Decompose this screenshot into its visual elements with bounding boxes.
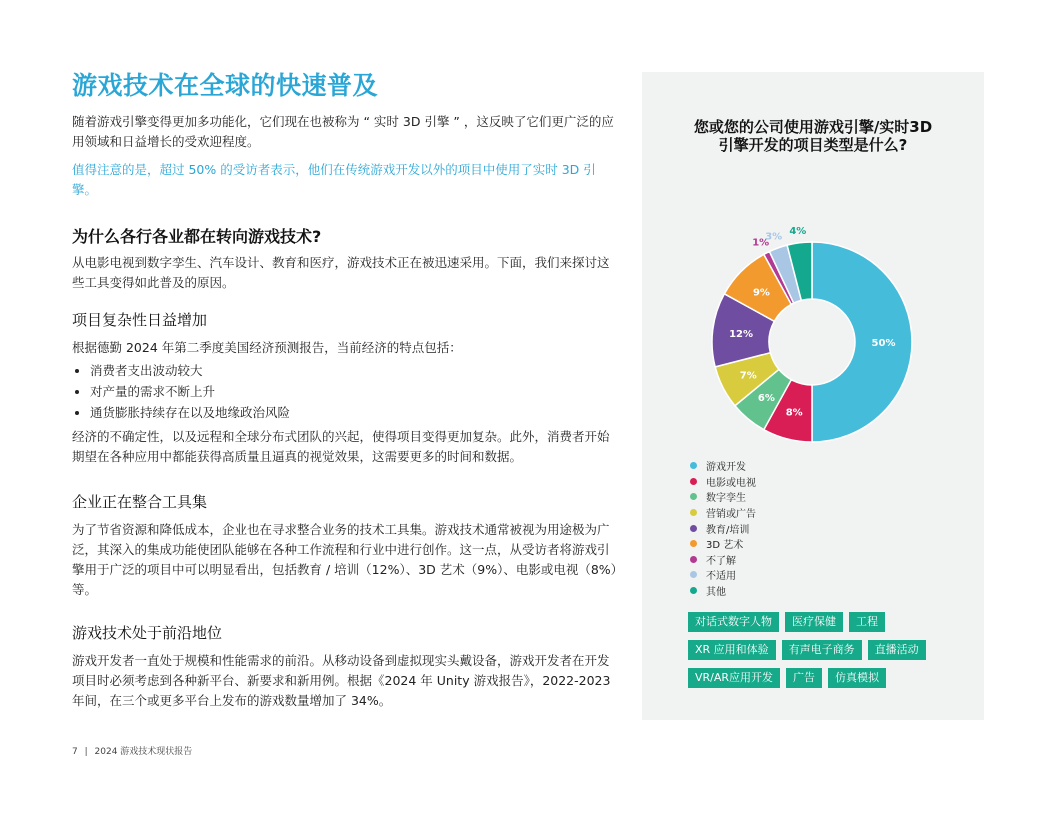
highlight-paragraph: 值得注意的是，超过 50% 的受访者表示，他们在传统游戏开发以外的项目中使用了实时 3D 引擎。: [72, 162, 596, 197]
intro-paragraph: 随着游戏引擎变得更加多功能化，它们现在也被称为 “ 实时 3D 引擎 ” ，这反映了它们更广泛的应用领域和日益增长的受欢迎程度。: [72, 114, 614, 149]
slice-label: 3%: [765, 231, 783, 243]
legend-item: [690, 536, 756, 552]
slice-label: 9%: [752, 287, 770, 299]
page-title: 游戏技术在全球的快速普及: [72, 71, 379, 100]
slice-label: 12%: [729, 329, 754, 341]
legend-swatch: [690, 587, 697, 594]
tag-row: [688, 640, 978, 660]
bullet-item: • 消费者支出波动较大: [90, 360, 620, 381]
page-footer: [72, 744, 192, 757]
legend-label: 3D 艺术: [706, 540, 744, 552]
tag-row: [688, 612, 978, 632]
report-name: 2024 游戏技术现状报告: [94, 747, 193, 757]
chart-title: [642, 118, 984, 154]
legend-swatch: [690, 556, 697, 563]
legend-swatch: [690, 525, 697, 532]
legend-label: 不了解: [706, 555, 736, 567]
legend-label: 数字孪生: [706, 493, 746, 505]
tag: 广告: [786, 668, 822, 688]
legend-item: [690, 458, 756, 474]
legend-item: [690, 489, 756, 505]
section-heading-frontier: 游戏技术处于前沿地位: [72, 624, 223, 642]
section-heading-toolset: 企业正在整合工具集: [72, 493, 208, 511]
section-body-toolset: 为了节省资源和降低成本，企业也在寻求整合业务的技术工具集。游戏技术通常被视为用途极为广泛，其深入的集成功能使团队能够在各种工作流程和行业中进行创作。这一点，从受访者将游戏引擎用于广泛的项目中可以明显看出，包括教育 / 培训（12%）、3D 艺术（9%）、电影或电视（8%）等。: [72, 522, 617, 597]
application-tags: [688, 612, 978, 696]
legend-label: 不适用: [706, 571, 736, 583]
section-heading-complexity: 项目复杂性日益增加: [72, 311, 208, 329]
tag: 有声电子商务: [782, 640, 862, 660]
article: [72, 66, 620, 711]
legend-label: 电影或电视: [706, 477, 756, 489]
chart-title-text: 您或您的公司使用游戏引擎/实时3D引擎开发的项目类型是什么?: [693, 118, 933, 154]
legend-item: [690, 552, 756, 568]
legend-swatch: [690, 462, 697, 469]
slice-label: 6%: [757, 393, 775, 405]
legend-swatch: [690, 540, 697, 547]
section-lead-complexity: 根据德勤 2024 年第二季度美国经济预测报告，当前经济的特点包括：: [72, 340, 462, 355]
tag: XR 应用和体验: [688, 640, 776, 660]
chart-legend: [690, 458, 756, 598]
slice-label: 1%: [752, 237, 770, 249]
tag: VR/AR应用开发: [688, 668, 780, 688]
legend-label: 教育/培训: [706, 524, 750, 536]
section-heading-why: 为什么各行各业都在转向游戏技术?: [72, 227, 322, 246]
section-body-why: 从电影电视到数字孪生、汽车设计、教育和医疗，游戏技术正在被迅速采用。下面，我们来探讨这些工具变得如此普及的原因。: [72, 255, 610, 290]
tag: 对话式数字人物: [688, 612, 779, 632]
donut-chart: [642, 212, 984, 462]
bullet-item: • 通货膨胀持续存在以及地缘政治风险: [90, 402, 620, 423]
legend-swatch: [690, 509, 697, 516]
legend-swatch: [690, 493, 697, 500]
slice-label: 8%: [785, 407, 803, 419]
donut-slice: [812, 242, 912, 442]
legend-item: [690, 520, 756, 536]
legend-item: [690, 474, 756, 490]
slice-label: 50%: [871, 338, 896, 349]
section-body-complexity: 经济的不确定性，以及远程和全球分布式团队的兴起，使得项目变得更加复杂。此外，消费者开始期望在各种应用中都能获得高质量且逼真的视觉效果，这需要更多的时间和数据。: [72, 429, 610, 464]
footer-separator: |: [84, 747, 88, 757]
tag: 直播活动: [868, 640, 926, 660]
slice-label: 4%: [789, 225, 807, 237]
legend-item: [690, 583, 756, 599]
tag-row: [688, 668, 978, 688]
section-body-frontier: 游戏开发者一直处于规模和性能需求的前沿。从移动设备到虚拟现实头戴设备，游戏开发者在开发项目时必须考虑到各种新平台、新要求和新用例。根据《2024 年 Unity 游戏报告》，2022-2023 年间，在三个或更多平台上发布的游戏数量增加了 34%。: [72, 653, 611, 708]
legend-swatch: [690, 478, 697, 485]
bullet-item: • 对产量的需求不断上升: [90, 381, 620, 402]
legend-swatch: [690, 571, 697, 578]
legend-label: 游戏开发: [706, 462, 746, 474]
slice-label: 7%: [739, 370, 757, 382]
legend-item: [690, 567, 756, 583]
tag: 医疗保健: [785, 612, 843, 632]
page-number: 7: [72, 747, 78, 757]
legend-label: 其他: [706, 587, 726, 599]
legend-item: [690, 505, 756, 521]
economy-bullets: [72, 360, 620, 423]
tag: 工程: [849, 612, 885, 632]
legend-label: 营销或广告: [706, 509, 756, 521]
chart-panel: [642, 72, 984, 720]
tag: 仿真模拟: [828, 668, 886, 688]
